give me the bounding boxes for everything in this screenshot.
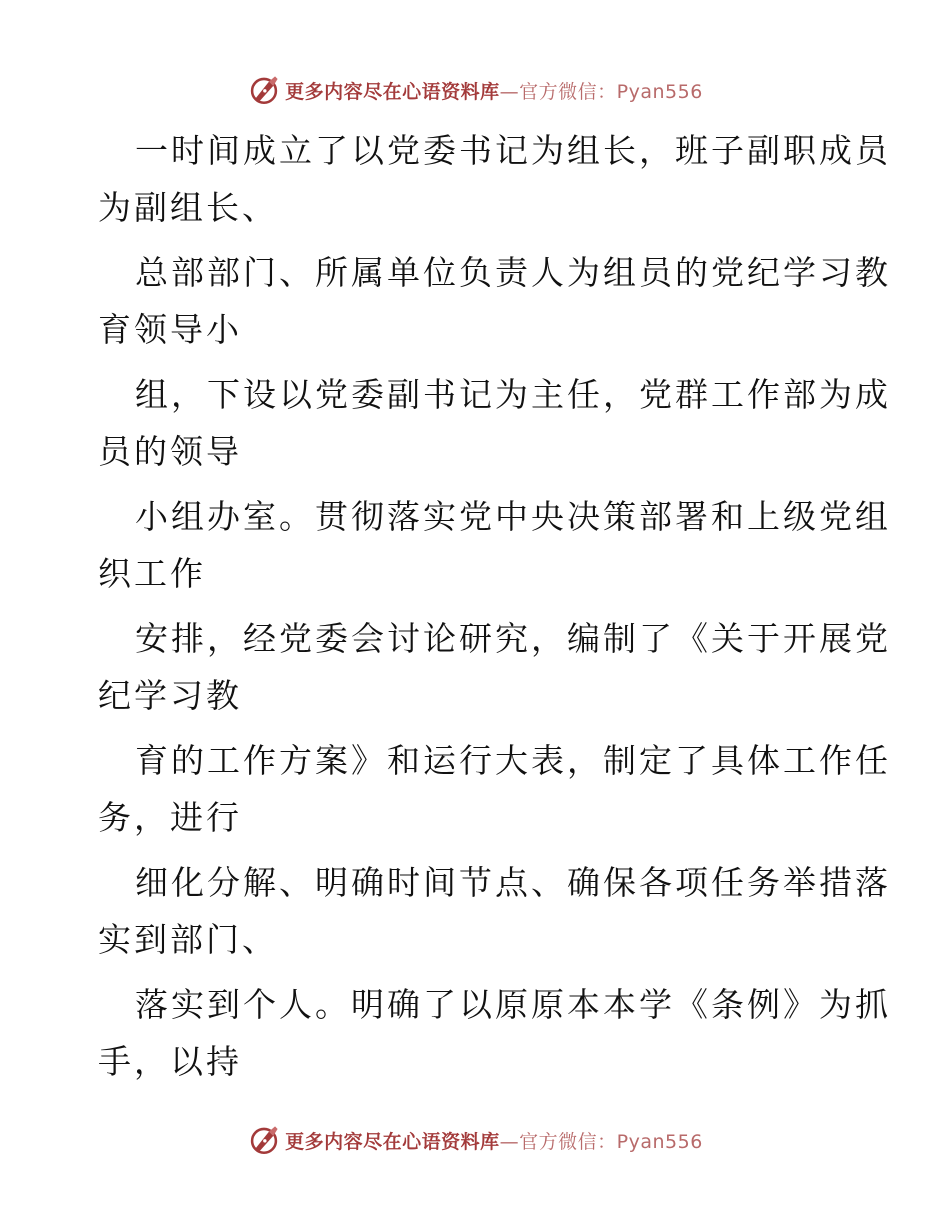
paragraph [98, 366, 891, 480]
paragraph-line: 组，下设以党委副书记为主任，党群工作部为成 [135, 375, 891, 414]
paragraph [98, 610, 891, 724]
paragraph-line: 织工作 [98, 554, 206, 593]
paragraph [98, 854, 891, 968]
paragraph-line: 纪学习教 [98, 676, 242, 715]
paragraph-line: 实到部门、 [98, 920, 278, 959]
paragraph-line: 总部部门、所属单位负责人为组员的党纪学习教 [135, 253, 891, 292]
paragraph-line: 落实到个人。明确了以原原本本学《条例》为抓 [135, 985, 891, 1024]
header-brand: 更多内容尽在心语资料库 [285, 80, 500, 103]
footer-dash: — [499, 1130, 520, 1153]
paragraph-line: 务，进行 [98, 798, 242, 837]
header-dash: — [499, 80, 520, 103]
pen-nib-logo-icon [247, 73, 281, 107]
paragraph-line: 育的工作方案》和运行大表，制定了具体工作任 [135, 741, 891, 780]
footer-banner [0, 1120, 950, 1160]
footer-brand: 更多内容尽在心语资料库 [285, 1130, 500, 1153]
paragraph-line: 细化分解、明确时间节点、确保各项任务举措落 [135, 863, 891, 902]
header-wechat: 官方微信：Pyan556 [519, 80, 703, 103]
header-banner-text [285, 77, 703, 104]
paragraph [98, 976, 891, 1090]
paragraph-line: 手，以持 [98, 1042, 242, 1081]
paragraph-line: 为副组长、 [98, 188, 278, 227]
paragraph [98, 488, 891, 602]
paragraph [98, 122, 891, 236]
paragraph-line: 安排，经党委会讨论研究，编制了《关于开展党 [135, 619, 891, 658]
paragraph-line: 一时间成立了以党委书记为组长，班子副职成员 [135, 131, 891, 170]
paragraph [98, 732, 891, 846]
header-banner [0, 70, 950, 110]
document-body [98, 122, 891, 1098]
paragraph-line: 小组办室。贯彻落实党中央决策部署和上级党组 [135, 497, 891, 536]
pen-nib-logo-icon [247, 1123, 281, 1157]
footer-wechat: 官方微信：Pyan556 [519, 1130, 703, 1153]
paragraph-line: 员的领导 [98, 432, 242, 471]
footer-banner-text [285, 1127, 703, 1154]
paragraph [98, 244, 891, 358]
paragraph-line: 育领导小 [98, 310, 242, 349]
